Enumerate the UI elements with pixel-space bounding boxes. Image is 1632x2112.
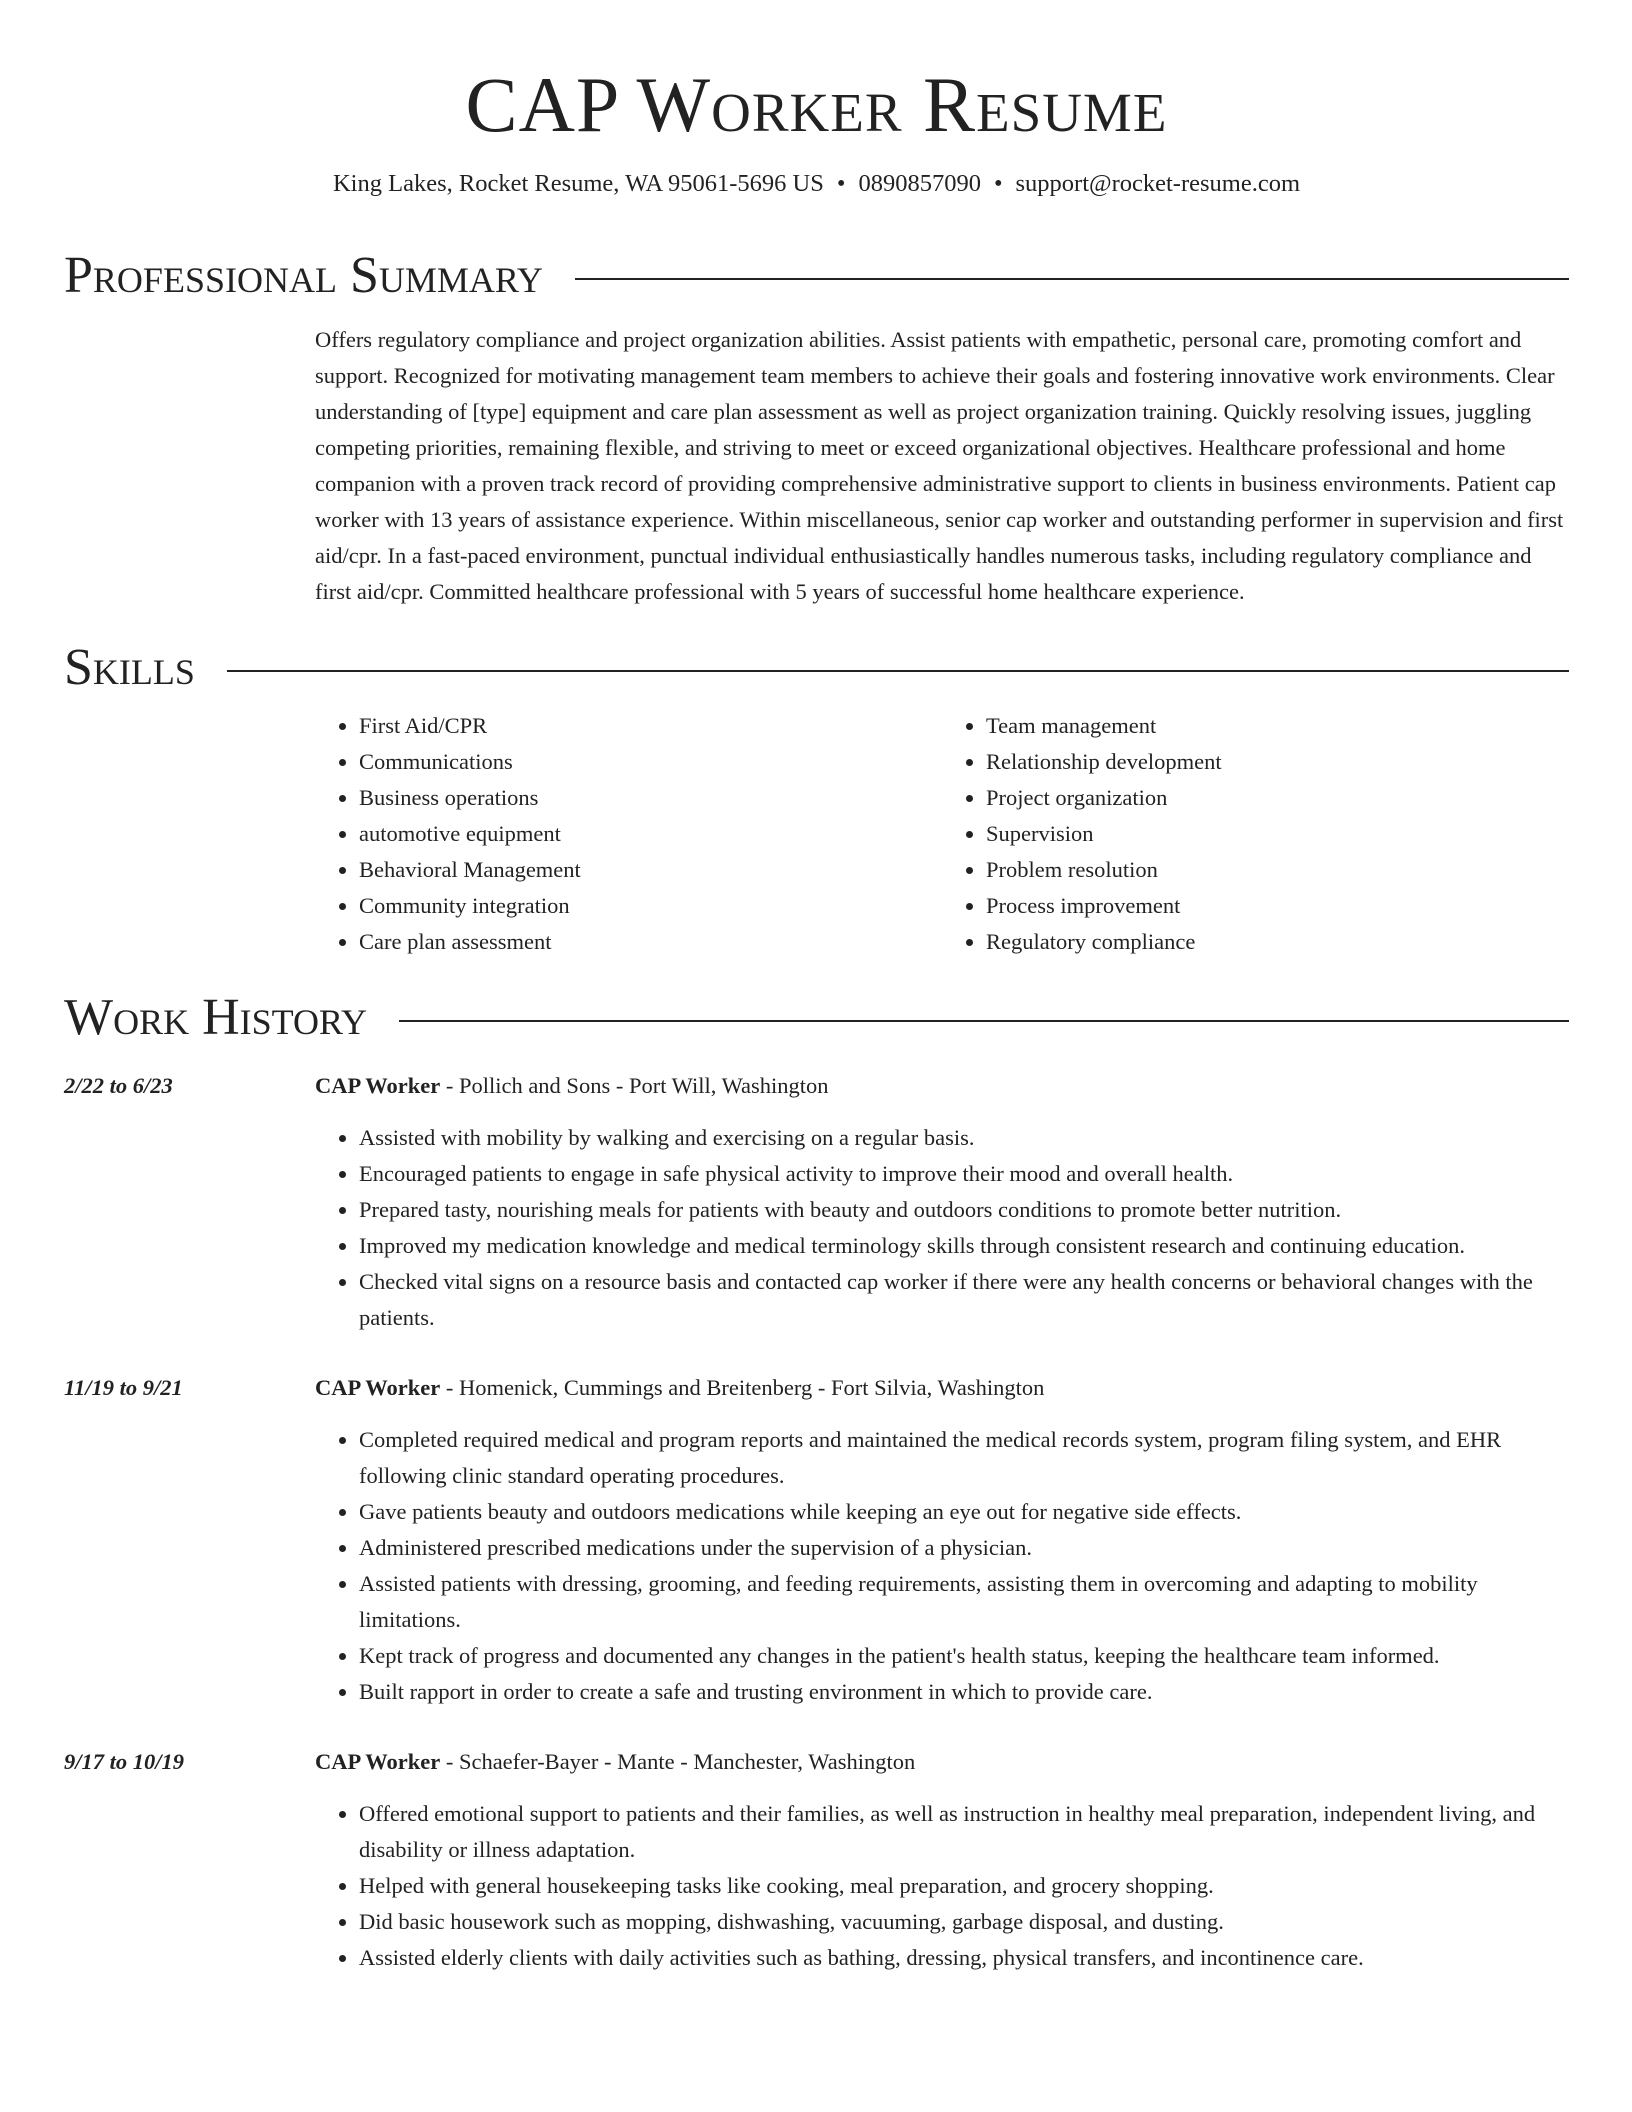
job-title-line bbox=[315, 1068, 1569, 1104]
job-bullet: • Did basic housework such as mopping, dishwashing, vacuuming, garbage disposal, and dusting. bbox=[359, 1904, 1569, 1940]
job-bullet: • Assisted patients with dressing, grooming, and feeding requirements, assisting them in overcoming and adapting to mobility limitations. bbox=[359, 1566, 1569, 1638]
section-divider bbox=[399, 1020, 1569, 1022]
skill-item: • Behavioral Management bbox=[359, 852, 942, 888]
work-section-header bbox=[64, 986, 1569, 1050]
job-title-line bbox=[315, 1370, 1569, 1406]
job-role: CAP Worker bbox=[315, 1073, 441, 1098]
job-bullet: • Prepared tasty, nourishing meals for patients with beauty and outdoors conditions to promote better nutrition. bbox=[359, 1192, 1569, 1228]
summary-heading: Professional Summary bbox=[64, 247, 543, 304]
work-history-list bbox=[64, 1068, 1569, 1976]
job-bullet: • Assisted elderly clients with daily activities such as bathing, dressing, physical transfers, and incontinence care. bbox=[359, 1940, 1569, 1976]
job-title-line bbox=[315, 1744, 1569, 1780]
job-details bbox=[315, 1744, 1569, 1976]
job-bullets bbox=[315, 1796, 1569, 1976]
job-bullet: • Kept track of progress and documented any changes in the patient's health status, keeping the healthcare team informed. bbox=[359, 1638, 1569, 1674]
job-bullet: • Gave patients beauty and outdoors medications while keeping an eye out for negative side effects. bbox=[359, 1494, 1569, 1530]
job-bullet: • Completed required medical and program reports and maintained the medical records system, program filing system, and EHR following clinic standard operating procedures. bbox=[359, 1422, 1569, 1494]
skill-item: • Community integration bbox=[359, 888, 942, 924]
skill-item: • Communications bbox=[359, 744, 942, 780]
job-bullets bbox=[315, 1422, 1569, 1710]
skill-item: • Business operations bbox=[359, 780, 942, 816]
job-role: CAP Worker bbox=[315, 1749, 441, 1774]
job-bullet: • Built rapport in order to create a safe and trusting environment in which to provide care. bbox=[359, 1674, 1569, 1710]
skill-item: • First Aid/CPR bbox=[359, 708, 942, 744]
job-bullet: • Encouraged patients to engage in safe physical activity to improve their mood and overall health. bbox=[359, 1156, 1569, 1192]
job-entry bbox=[64, 1068, 1569, 1336]
job-bullet: • Helped with general housekeeping tasks like cooking, meal preparation, and grocery shopping. bbox=[359, 1868, 1569, 1904]
section-divider bbox=[575, 278, 1569, 280]
job-bullets bbox=[315, 1120, 1569, 1336]
job-details bbox=[315, 1370, 1569, 1710]
job-employer: - Pollich and Sons - Port Will, Washington bbox=[440, 1073, 829, 1098]
job-details bbox=[315, 1068, 1569, 1336]
work-heading: Work History bbox=[64, 989, 368, 1046]
job-employer: - Schaefer-Bayer - Mante - Manchester, Washington bbox=[440, 1749, 916, 1774]
contact-separator: • bbox=[836, 170, 846, 197]
section-divider bbox=[227, 670, 1569, 672]
skill-item: • automotive equipment bbox=[359, 816, 942, 852]
skill-item: • Project organization bbox=[986, 780, 1569, 816]
skills-list bbox=[315, 708, 1569, 960]
skill-item: • Care plan assessment bbox=[359, 924, 942, 960]
contact-phone: 0890857090 bbox=[858, 170, 981, 197]
skills-column-right bbox=[942, 708, 1569, 960]
contact-address: King Lakes, Rocket Resume, WA 95061-5696 US bbox=[332, 170, 824, 197]
job-dates: 9/17 to 10/19 bbox=[64, 1749, 185, 1774]
contact-email: support@rocket-resume.com bbox=[1015, 170, 1301, 197]
skill-item: • Process improvement bbox=[986, 888, 1569, 924]
job-bullet: • Assisted with mobility by walking and exercising on a regular basis. bbox=[359, 1120, 1569, 1156]
contact-line bbox=[64, 168, 1569, 200]
job-dates: 11/19 to 9/21 bbox=[64, 1375, 183, 1400]
job-bullet: • Offered emotional support to patients and their families, as well as instruction in healthy meal preparation, independent living, and disability or illness adaptation. bbox=[359, 1796, 1569, 1868]
skill-item: • Problem resolution bbox=[986, 852, 1569, 888]
summary-text: Offers regulatory compliance and project organization abilities. Assist patients with empathetic, personal care, promoting comfort and support. Recognized for motivating management team members to achieve their goals and fostering innovative work environments. Clear understanding of [type] equipment and care plan assessment as well as project organization training. Quickly resolving issues, juggling competing priorities, remaining flexible, and striving to meet or exceed organizational objectives. Healthcare professional and home companion with a proven track record of providing comprehensive administrative support to clients in business environments. Patient cap worker with 13 years of assistance experience. Within miscellaneous, senior cap worker and outstanding performer in supervision and first aid/cpr. In a fast-paced environment, punctual individual enthusiastically handles numerous tasks, including regulatory compliance and first aid/cpr. Committed healthcare professional with 5 years of successful home healthcare experience. bbox=[315, 327, 1564, 604]
job-role: CAP Worker bbox=[315, 1375, 441, 1400]
job-bullet: • Improved my medication knowledge and medical terminology skills through consistent research and continuing education. bbox=[359, 1228, 1569, 1264]
skill-item: • Regulatory compliance bbox=[986, 924, 1569, 960]
skill-item: • Supervision bbox=[986, 816, 1569, 852]
contact-separator: • bbox=[993, 170, 1003, 197]
skills-heading: Skills bbox=[64, 639, 195, 696]
job-dates: 2/22 to 6/23 bbox=[64, 1073, 173, 1098]
skills-section-header bbox=[64, 636, 1569, 700]
job-entry bbox=[64, 1370, 1569, 1710]
job-employer: - Homenick, Cummings and Breitenberg - Fort Silvia, Washington bbox=[440, 1375, 1045, 1400]
job-bullet: • Checked vital signs on a resource basis and contacted cap worker if there were any health concerns or behavioral changes with the patients. bbox=[359, 1264, 1569, 1336]
summary-section-header bbox=[64, 244, 1569, 308]
job-entry bbox=[64, 1744, 1569, 1976]
skill-item: • Relationship development bbox=[986, 744, 1569, 780]
resume-page bbox=[64, 0, 1569, 1976]
skills-column-left bbox=[315, 708, 942, 960]
resume-name: CAP Worker Resume bbox=[465, 61, 1168, 148]
job-bullet: • Administered prescribed medications under the supervision of a physician. bbox=[359, 1530, 1569, 1566]
skill-item: • Team management bbox=[986, 708, 1569, 744]
